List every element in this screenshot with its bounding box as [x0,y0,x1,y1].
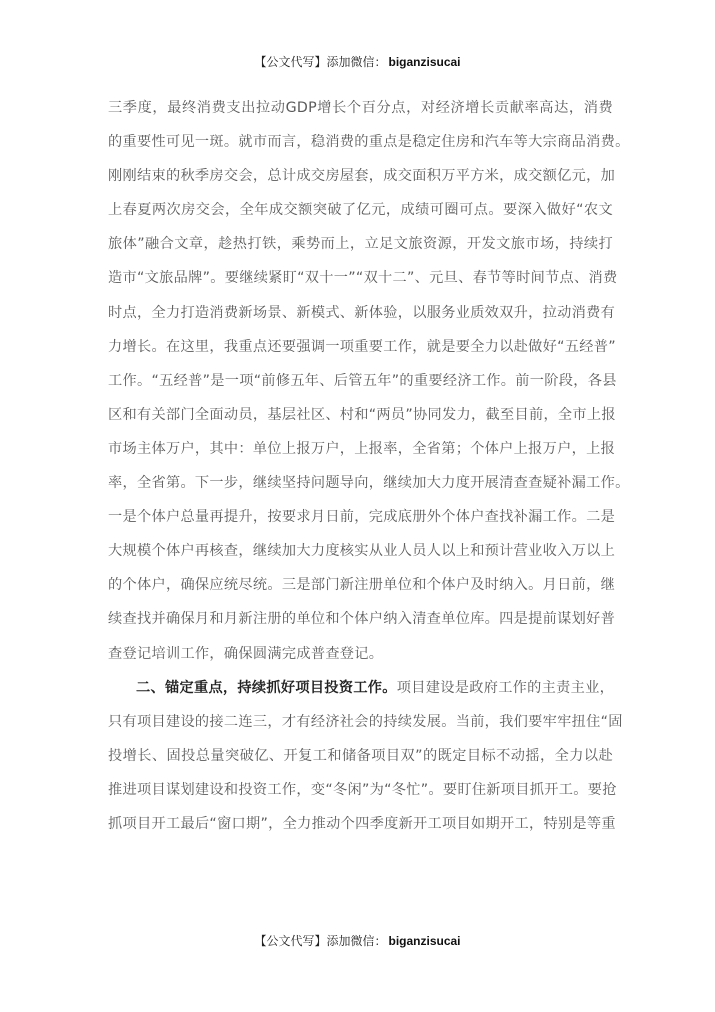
page-header [0,54,715,70]
section-heading-line [108,671,613,705]
footer-wechat-id: biganzisucai [388,934,461,948]
paragraph-line: 工作。“五经普”是一项“前修五年、后管五年”的重要经济工作。前一阶段，各县 [108,372,617,389]
paragraph-line: 上春夏两次房交会，全年成交额突破了亿元，成绩可圈可点。要深入做好“农文 [108,202,613,219]
paragraph-line: 率，全省第。下一步，继续坚持问题导向，继续加大力度开展清查查疑补漏工作。 [108,475,630,492]
paragraph-line: 推进项目谋划建设和投资工作，变“冬闲”为“冬忙”。要盯住新项目抓开工。要抢 [108,781,617,798]
paragraph-line: 投增长、固投总量突破亿、开复工和储备项目双”的既定目标不动摇，全力以赴 [108,747,613,764]
paragraph-line: 抓项目开工最后“窗口期”，全力推动个四季度新开工项目如期开工，特别是等重 [108,815,616,832]
header-prefix: 【公文代写】添加微信： [254,55,387,69]
paragraph-line: 旅体”融合文章，趁热打铁，乘势而上，立足文旅资源，开发文旅市场，持续打 [108,236,613,253]
paragraph-line: 查登记培训工作，确保圆满完成普查登记。 [108,645,384,662]
footer-prefix: 【公文代写】添加微信： [254,934,387,948]
paragraph-line: 造市“文旅品牌”。要继续紧盯“双十一”“双十二”、元旦、春节等时间节点、消费 [108,270,618,287]
paragraph-line: 的个体户，确保应统尽统。三是部门新注册单位和个体户及时纳入。月日前，继 [108,577,616,594]
paragraph-line: 一是个体户总量再提升，按要求月日前，完成底册外个体户查找补漏工作。二是 [108,509,616,526]
paragraph-line: 的重要性可见一斑。就市而言，稳消费的重点是稳定住房和汽车等大宗商品消费。 [108,134,630,151]
paragraph-line: 只有项目建设的接二连三，才有经济社会的持续发展。当前，我们要牢牢扭住“固 [108,713,623,730]
paragraph-line: 区和有关部门全面动员，基层社区、村和“两员”协同发力，截至目前，全市上报 [108,406,616,423]
page-footer [0,933,715,949]
section-heading-rest: 项目建设是政府工作的主责主业， [396,679,615,696]
header-wechat-id: biganzisucai [388,55,461,69]
section-heading: 二、锚定重点，持续抓好项目投资工作。 [136,679,397,696]
document-body [108,91,630,841]
paragraph-line: 三季度，最终消费支出拉动GDP增长个百分点，对经济增长贡献率高达，消费 [108,100,613,116]
paragraph-line: 力增长。在这里，我重点还要强调一项重要工作，就是要全力以赴做好“五经普” [108,338,616,355]
paragraph-line: 市场主体万户，其中：单位上报万户，上报率，全省第；个体户上报万户，上报 [108,440,616,457]
paragraph-line: 刚刚结束的秋季房交会，总计成交房屋套，成交面积万平方米，成交额亿元，加 [108,168,616,185]
paragraph-line: 大规模个体户再核查，继续加大力度核实从业人员人以上和预计营业收入万以上 [108,543,616,560]
paragraph-line: 续查找并确保月和月新注册的单位和个体户纳入清查单位库。四是提前谋划好普 [108,611,616,628]
paragraph-line: 时点，全力打造消费新场景、新模式、新体验，以服务业质效双升，拉动消费有 [108,304,616,321]
